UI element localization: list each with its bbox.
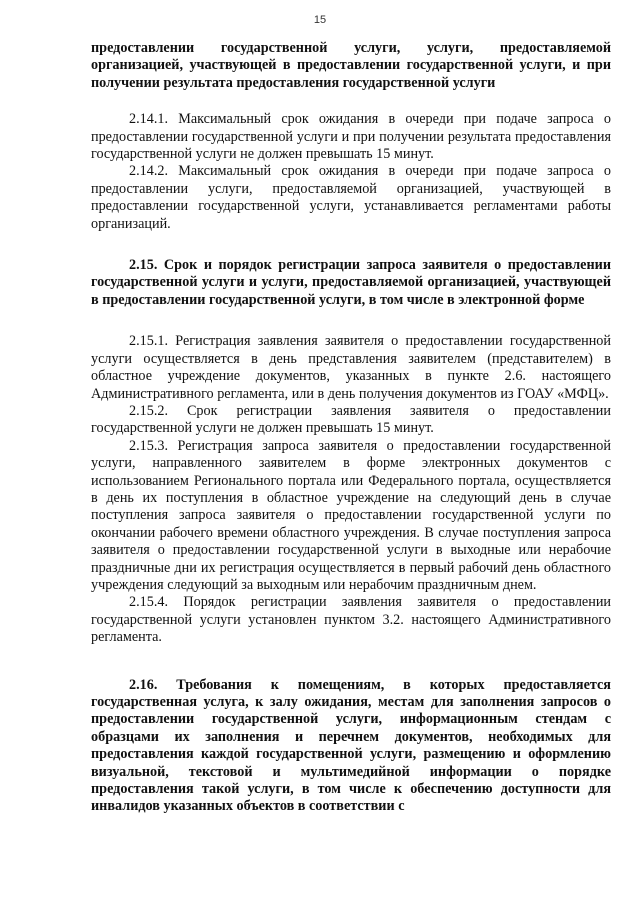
section-2-14-heading-continuation: предоставлении государственной услуги, услуги, предоставляемой организацией, участвующей в предоставлении государственной услуги, и при получении результата предоставления государственной услуги [91, 40, 611, 91]
document-body [91, 40, 611, 816]
page-number: 15 [313, 14, 327, 26]
section-2-15-heading: 2.15. Срок и порядок регистрации запроса заявителя о предоставлении государственной услуги и услуги, предоставляемой организацией, участвующей в предоставлении государственной услуги, в том числе в электронной форме [91, 257, 611, 308]
spacer [91, 233, 611, 257]
spacer [91, 647, 611, 677]
spacer [91, 309, 611, 333]
section-2-16-heading: 2.16. Требования к помещениям, в которых предоставляется государственная услуга, к залу ожидания, местам для заполнения запросов о предоставлении государственной услуги, информационным стендам с образцами их заполнения и перечнем документов, необходимых для предоставления каждой государственной услуги, размещению и оформлению визуальной, текстовой и мультимедийной информации о порядке предоставления такой услуги, в том числе к обеспечению доступности для инвалидов указанных объектов в соответствии с [91, 676, 611, 815]
paragraph-2-15-2: 2.15.2. Срок регистрации заявления заявителя о предоставлении государственной услуги не должен превышать 15 минут. [91, 402, 611, 437]
paragraph-2-14-1: 2.14.1. Максимальный срок ожидания в очереди при подаче запроса о предоставлении государственной услуги и при получении результата предоставления государственной услуги не должен превышать 15 минут. [91, 111, 611, 163]
paragraph-2-15-1: 2.15.1. Регистрация заявления заявителя о предоставлении государственной услуги осуществляется в день представления заявителем (представителем) в областное учреждение документов, указанных в пункте 2.6. настоящего Административного регламента, или в день получения документов из ГОАУ «МФЦ». [91, 333, 611, 402]
spacer [91, 92, 611, 111]
paragraph-2-15-3: 2.15.3. Регистрация запроса заявителя о предоставлении государственной услуги, направленного заявителем в форме электронных документов с использованием Регионального портала или Федерального портала, осуществляется в день их поступления в областное учреждение на следующий день в случае поступления запроса заявителя о предоставлении государственной услуги по окончании рабочего времени областного учреждения. В случае поступления запроса заявителя о предоставлении государственной услуги в выходные или нерабочие праздничные дни их регистрация осуществляется в первый рабочий день областного учреждения следующий за выходным или нерабочим праздничным днем. [91, 437, 611, 593]
paragraph-2-15-4: 2.15.4. Порядок регистрации заявления заявителя о предоставлении государственной услуги установлен пунктом 3.2. настоящего Административного регламента. [91, 594, 611, 646]
paragraph-2-14-2: 2.14.2. Максимальный срок ожидания в очереди при подаче запроса о предоставлении услуги, предоставляемой организацией, участвующей в предоставлении государственной услуги, устанавливается регламентами работы организаций. [91, 163, 611, 232]
